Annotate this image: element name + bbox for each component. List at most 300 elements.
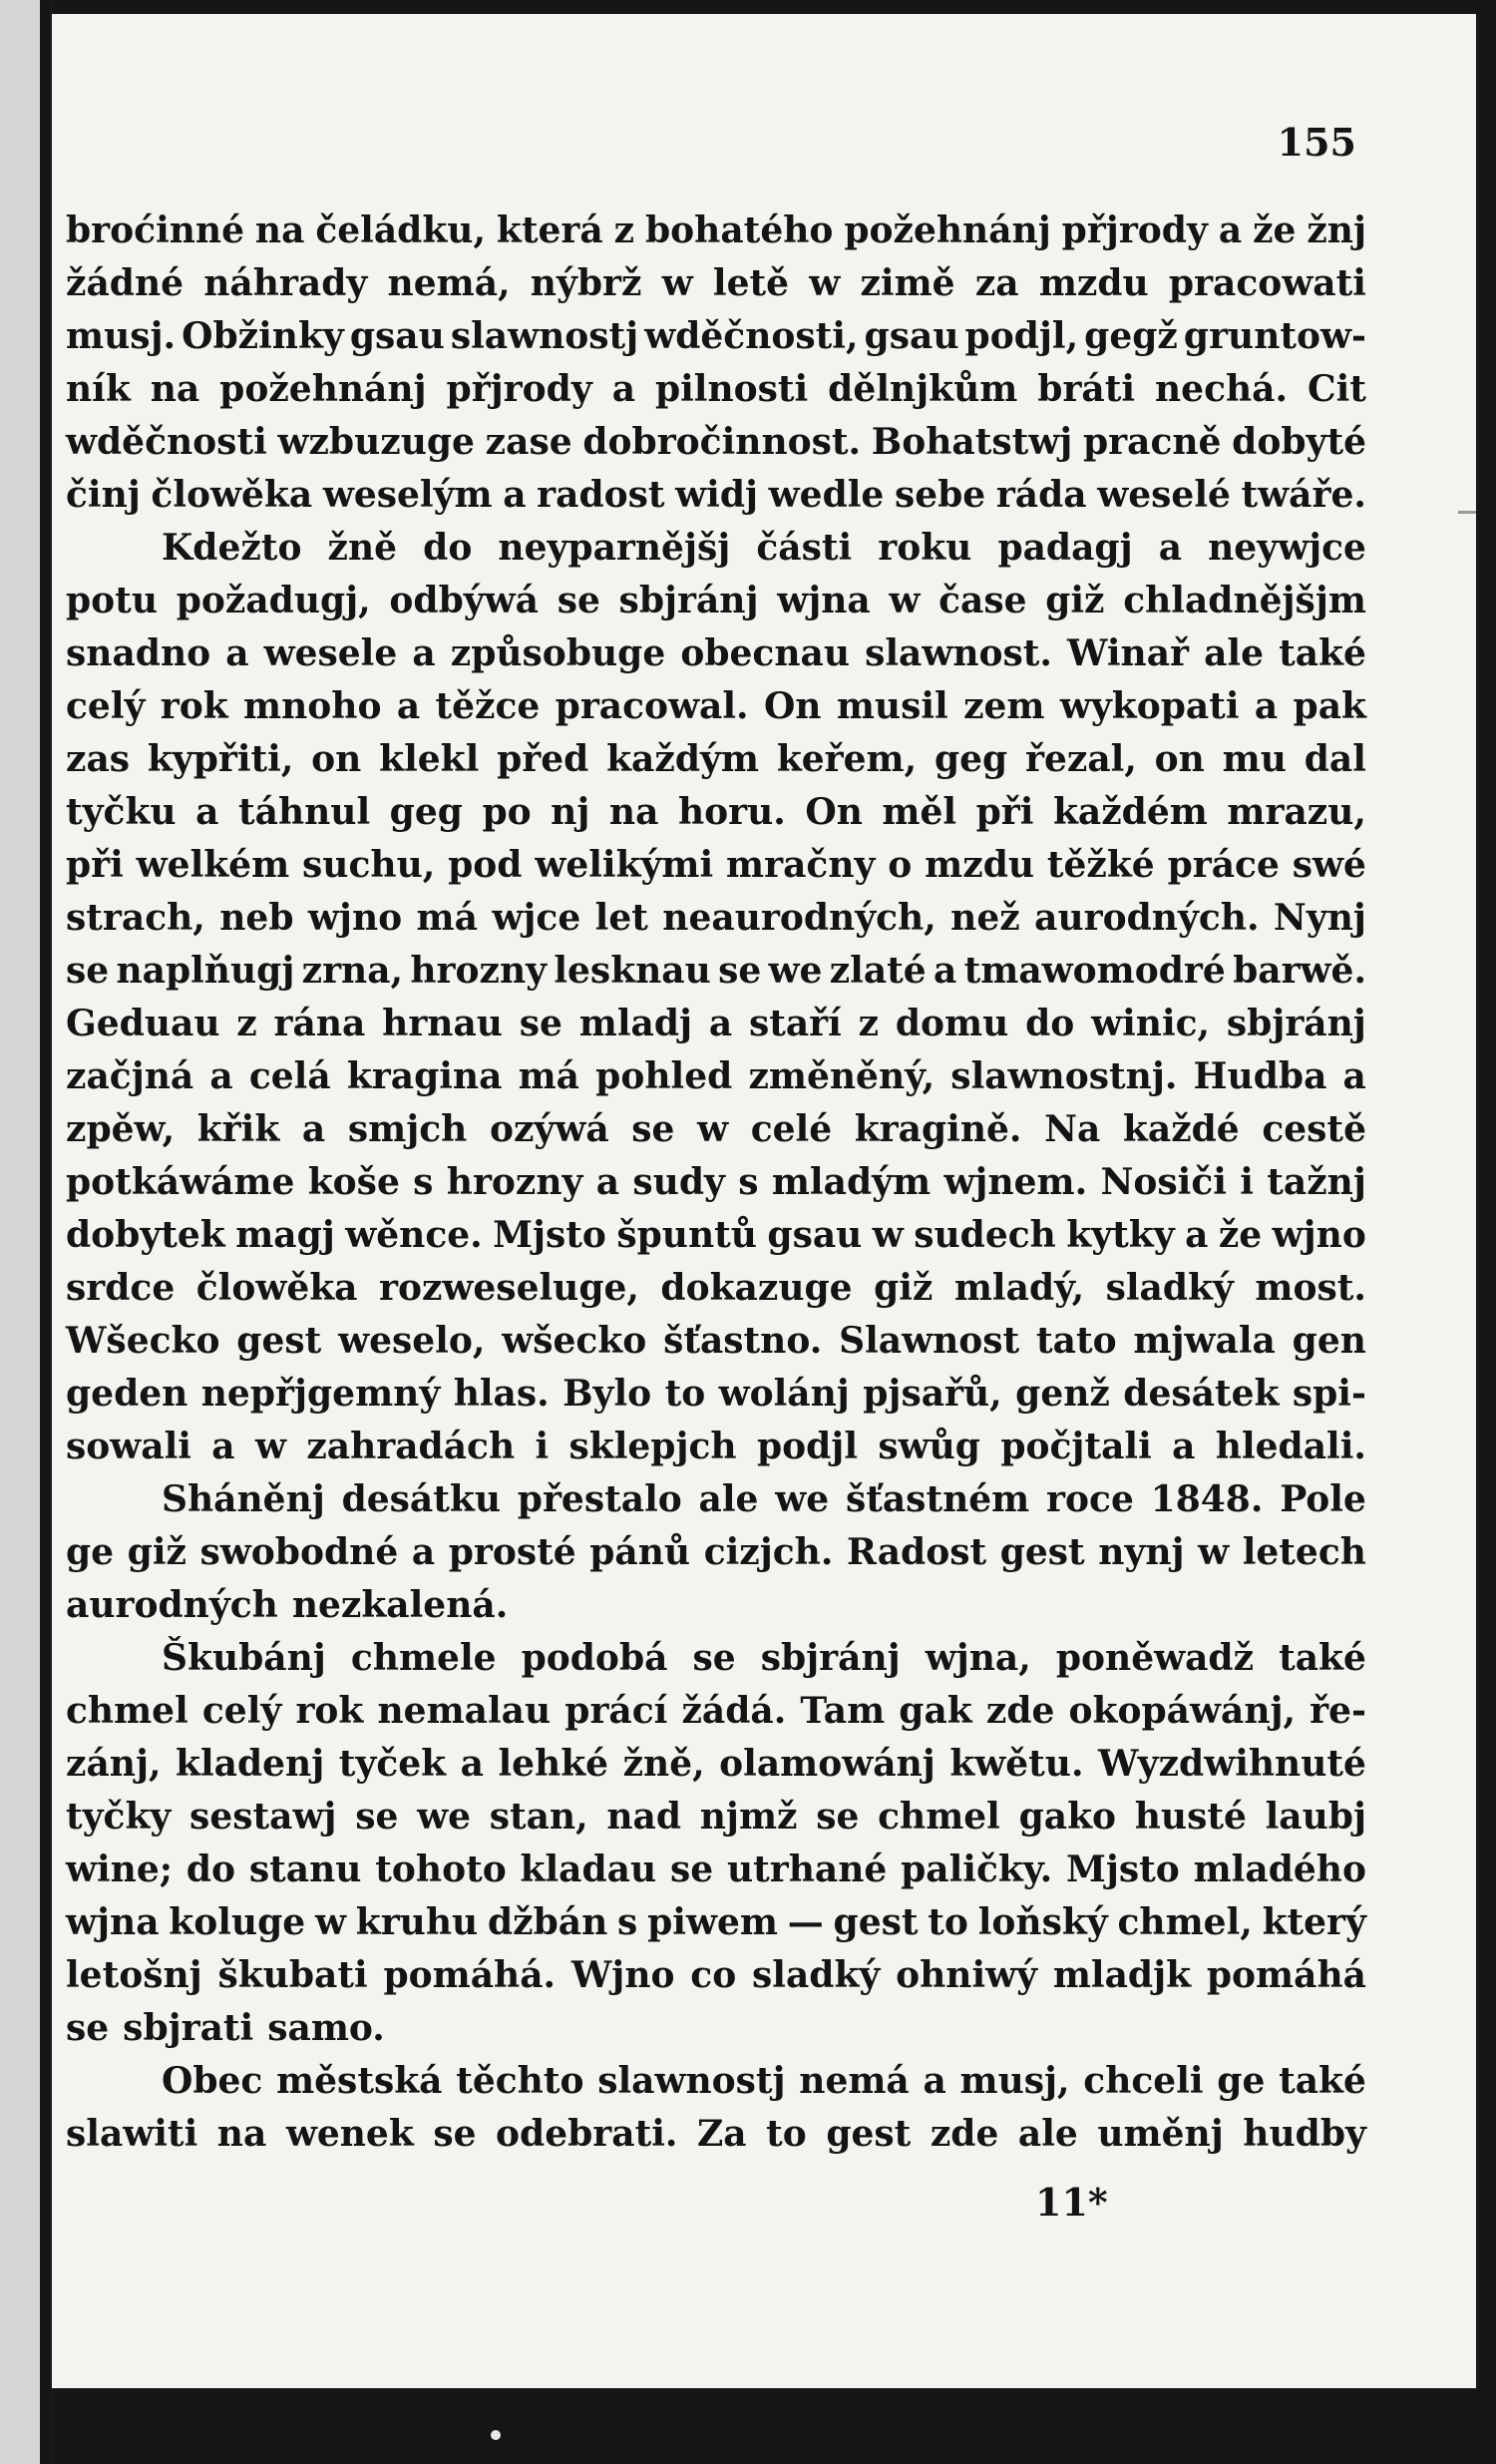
word: we	[417, 1796, 471, 1838]
word: suchu,	[302, 844, 436, 886]
word: hledali.	[1215, 1426, 1366, 1467]
text-line	[66, 733, 1366, 786]
word: žně	[327, 527, 398, 569]
text-line	[66, 1632, 1366, 1685]
word: potkáwáme	[66, 1161, 295, 1203]
word: twáře.	[1241, 474, 1366, 516]
word: wzbuzuge	[277, 421, 475, 463]
word: má	[416, 897, 478, 939]
word: celé	[750, 1108, 833, 1150]
word: Nosiči	[1100, 1161, 1227, 1203]
text-line	[66, 1368, 1366, 1421]
word: odbýwá	[389, 580, 539, 621]
word: počjtali	[1000, 1426, 1152, 1467]
word: we	[775, 1478, 830, 1520]
word: dobyté	[1232, 421, 1366, 463]
signature-mark: 11*	[1035, 2180, 1108, 2225]
word: požadugj,	[176, 580, 371, 621]
word: hrozny	[446, 1161, 583, 1203]
word: Kdežto	[162, 527, 302, 569]
word: letě	[712, 262, 790, 304]
word: bráti	[1037, 368, 1136, 410]
word: stan,	[489, 1796, 588, 1838]
word: z	[613, 209, 635, 251]
word: sowali	[66, 1426, 191, 1467]
word: dobytek	[66, 1214, 225, 1256]
word: ráda	[995, 474, 1087, 516]
word: cestě	[1262, 1108, 1366, 1150]
word: mu	[1222, 738, 1287, 780]
word: wděčnosti,	[644, 315, 859, 357]
word: on	[1154, 738, 1205, 780]
word: chladnějšjm	[1123, 580, 1366, 621]
text-line	[66, 205, 1366, 257]
word: swobodné	[199, 1531, 399, 1573]
word: prácí	[564, 1690, 668, 1732]
word: stanu	[248, 1848, 362, 1890]
word: požehnánj	[844, 209, 1051, 251]
word: mladým	[771, 1161, 932, 1203]
word: sbjránj	[618, 580, 759, 621]
word: nechá.	[1155, 368, 1289, 410]
word: se	[66, 950, 110, 992]
word: pilnosti	[654, 368, 809, 410]
text-line	[66, 1050, 1366, 1103]
word: wenek	[285, 2113, 414, 2155]
word: mzdu	[925, 844, 1035, 886]
word: ozýwá	[489, 1108, 609, 1150]
text-line	[66, 1896, 1366, 1949]
word: roce	[1046, 1478, 1134, 1520]
word: a	[412, 632, 436, 674]
word: most.	[1255, 1267, 1366, 1309]
word: geden	[66, 1373, 188, 1415]
word: tyčku	[66, 791, 177, 833]
word: ohniwý	[896, 1954, 1038, 1996]
word: také	[1279, 2060, 1366, 2102]
word: chmele	[350, 1637, 497, 1679]
body-text	[66, 205, 1366, 2161]
word: —	[787, 1901, 824, 1943]
word: se	[692, 1637, 736, 1679]
word: přjrody	[1061, 209, 1208, 251]
word: chmel	[66, 1690, 188, 1732]
word: barwě.	[1233, 950, 1366, 992]
word: zde	[985, 1690, 1055, 1732]
word: hrozny	[410, 950, 548, 992]
word: a	[460, 1743, 484, 1785]
word: ře-	[1309, 1690, 1366, 1732]
word: horu.	[677, 791, 786, 833]
word: Sháněnj	[162, 1478, 325, 1520]
text-line	[66, 1738, 1366, 1791]
word: ge	[66, 1531, 115, 1573]
text-line	[66, 2055, 1366, 2108]
text-line	[66, 1473, 1366, 1526]
word: kypřiti,	[147, 738, 294, 780]
word: přestalo	[517, 1478, 682, 1520]
word: gest	[826, 2113, 912, 2155]
word: požehnánj	[219, 368, 427, 410]
word: strach,	[66, 897, 205, 939]
word: před	[497, 738, 589, 780]
word: žádá.	[681, 1690, 787, 1732]
word: gegž	[1084, 315, 1178, 357]
word: slawnostnj.	[950, 1055, 1178, 1097]
word: lesknau	[554, 950, 711, 992]
word: se	[433, 2113, 477, 2155]
word: aurodných.	[1034, 897, 1260, 939]
word: podjl	[756, 1426, 859, 1467]
word: Wjno	[570, 1954, 675, 1996]
word: kwětu.	[949, 1743, 1084, 1785]
word: mjwala	[1133, 1320, 1276, 1362]
word: žně,	[622, 1743, 705, 1785]
word: a	[411, 1531, 436, 1573]
word: tyček	[338, 1743, 447, 1785]
word: magj	[235, 1214, 335, 1256]
word: nad	[606, 1796, 682, 1838]
word: Cit	[1307, 368, 1366, 410]
word: do	[186, 1848, 236, 1890]
word: rok	[295, 1690, 364, 1732]
word: části	[756, 527, 853, 569]
word: On	[805, 791, 863, 833]
word: rok	[160, 685, 228, 727]
text-line	[66, 1421, 1366, 1473]
word: způsobuge	[450, 632, 666, 674]
word: pohled	[595, 1055, 733, 1097]
word: a	[211, 1426, 235, 1467]
word: w	[661, 262, 693, 304]
word: let	[594, 897, 648, 939]
word: gsau	[864, 315, 959, 357]
word: gen	[1292, 1320, 1366, 1362]
word: w	[314, 1901, 346, 1943]
text-line	[66, 627, 1366, 680]
word: weselo,	[338, 1320, 486, 1362]
word: klekl	[379, 738, 480, 780]
text-line	[66, 1156, 1366, 1209]
word: geg	[389, 791, 463, 833]
word: broćinné	[66, 209, 244, 251]
word: zase	[485, 421, 572, 463]
text-line	[66, 680, 1366, 733]
word: cizjch.	[703, 1531, 834, 1573]
word: weselé	[1097, 474, 1231, 516]
word: gsau	[767, 1214, 863, 1256]
word: prosté	[448, 1531, 576, 1573]
word: Pole	[1280, 1478, 1366, 1520]
word: a	[595, 1161, 620, 1203]
word: neb	[219, 897, 294, 939]
word: se	[816, 1796, 860, 1838]
word: začjná	[66, 1055, 194, 1097]
word: desátku	[341, 1478, 501, 1520]
word: se	[355, 1796, 399, 1838]
word: slawnostj	[597, 2060, 786, 2102]
word: nynj	[1098, 1531, 1185, 1573]
word: čase	[938, 580, 1027, 621]
word: on	[311, 738, 362, 780]
word: z	[858, 1003, 880, 1044]
word: lehké	[498, 1743, 609, 1785]
word: w	[809, 262, 841, 304]
word: zahradách	[306, 1426, 516, 1467]
word: gest	[236, 1320, 322, 1362]
word: wykopati	[1059, 685, 1240, 727]
word: ník	[66, 368, 131, 410]
word: a	[1185, 1214, 1209, 1256]
word: uměnj	[1097, 2113, 1224, 2155]
word: wjna	[66, 1901, 160, 1943]
word: domu	[895, 1003, 1009, 1044]
word: dokazuge	[660, 1267, 853, 1309]
word: Geduau	[66, 1003, 220, 1044]
word: celý	[66, 685, 146, 727]
word: koluge	[169, 1901, 306, 1943]
margin-mark	[1458, 511, 1476, 514]
word: ale	[1017, 2113, 1078, 2155]
word: smjch	[347, 1108, 468, 1150]
word: přjrody	[446, 368, 592, 410]
word: nemá	[799, 2060, 910, 2102]
word: pjsařů,	[863, 1373, 1002, 1415]
word: každé	[1122, 1108, 1240, 1150]
word: sladký	[1105, 1267, 1234, 1309]
word: mladý,	[953, 1267, 1085, 1309]
word: celá	[248, 1055, 331, 1097]
word: neywjce	[1208, 527, 1366, 569]
word: mnoho	[243, 685, 382, 727]
text-line	[66, 1103, 1366, 1156]
word: staří	[748, 1003, 842, 1044]
word: mzdu	[1038, 262, 1149, 304]
word: dobročinnost.	[582, 421, 862, 463]
word: chceli	[1083, 2060, 1204, 2102]
word: obecnau	[680, 632, 851, 674]
word: wjno	[1272, 1214, 1366, 1256]
word: s	[738, 1161, 759, 1203]
word: desátek	[1123, 1373, 1280, 1415]
word: paličky.	[901, 1848, 1053, 1890]
text-line	[66, 1685, 1366, 1738]
word: On	[763, 685, 822, 727]
word: co	[690, 1954, 737, 1996]
word: olamowánj	[719, 1743, 935, 1785]
word: chmel,	[1117, 1901, 1253, 1943]
word: z	[236, 1003, 257, 1044]
word: potu	[66, 580, 158, 621]
word: a	[1218, 209, 1243, 251]
word: pracowal.	[555, 685, 749, 727]
word: slawnostj	[450, 315, 639, 357]
word: rána	[273, 1003, 366, 1044]
word: se	[66, 2007, 110, 2049]
word: hudby	[1243, 2113, 1366, 2155]
word: w	[254, 1426, 286, 1467]
text-line	[66, 1791, 1366, 1844]
text-line	[66, 1526, 1366, 1579]
word: pomáhá	[1206, 1954, 1366, 1996]
word: také	[1279, 1637, 1366, 1679]
word: pomáhá.	[383, 1954, 557, 1996]
word: wjna,	[925, 1637, 1031, 1679]
text-line	[66, 786, 1366, 839]
word: neyparnějšj	[498, 527, 731, 569]
word: změněný,	[748, 1055, 935, 1097]
word: piwem	[647, 1901, 778, 1943]
text-line	[66, 363, 1366, 416]
word: musj,	[959, 2060, 1070, 2102]
word: s	[413, 1161, 434, 1203]
word: gako	[1018, 1796, 1117, 1838]
word: swůg	[878, 1426, 980, 1467]
word: Bylo	[562, 1373, 652, 1415]
word: činj	[66, 474, 141, 516]
word: Za	[696, 2113, 747, 2155]
word: člowěka	[195, 1267, 358, 1309]
word: než	[950, 897, 1020, 939]
word: šťastném	[845, 1478, 1030, 1520]
word: a	[1158, 527, 1183, 569]
word: a	[708, 1003, 733, 1044]
word: pracowati	[1168, 262, 1366, 304]
word: o	[888, 844, 913, 886]
word: Wšecko	[66, 1320, 220, 1362]
word: wěnce.	[345, 1214, 483, 1256]
word: na	[608, 791, 659, 833]
word: Winař	[1067, 632, 1189, 674]
word: těžce	[435, 685, 541, 727]
word: také	[1279, 632, 1366, 674]
word: tato	[1035, 1320, 1117, 1362]
word: Hudba	[1193, 1055, 1327, 1097]
word: mračny	[726, 844, 876, 886]
word: tažnj	[1267, 1161, 1366, 1203]
word: Obžinky	[182, 315, 344, 357]
word: že	[1218, 1214, 1263, 1256]
word: wine;	[66, 1848, 174, 1890]
word: giž	[1045, 580, 1105, 621]
word: slawiti	[66, 2113, 198, 2155]
word: zde	[930, 2113, 999, 2155]
word: nezkalená.	[291, 1584, 509, 1626]
word: ale	[1204, 632, 1264, 674]
word: se	[557, 580, 600, 621]
word: těžké	[1046, 844, 1155, 886]
word: Mjsto	[493, 1214, 606, 1256]
word: že	[1253, 209, 1297, 251]
word: tyčky	[66, 1796, 172, 1838]
word: špuntů	[616, 1214, 757, 1256]
word: husté	[1134, 1796, 1247, 1838]
word: sudech	[914, 1214, 1056, 1256]
word: wšecko	[502, 1320, 647, 1362]
word: gsau	[349, 315, 445, 357]
text-line	[66, 2108, 1366, 2161]
text-line	[66, 1949, 1366, 2002]
word: Wyzdwihnuté	[1098, 1743, 1366, 1785]
text-line	[66, 310, 1366, 363]
word: i	[1240, 1161, 1254, 1203]
word: a	[396, 685, 421, 727]
word: a	[923, 2060, 946, 2102]
word: křik	[196, 1108, 280, 1150]
word: letech	[1242, 1531, 1366, 1573]
word: má	[518, 1055, 580, 1097]
word: tohoto	[375, 1848, 507, 1890]
word: celý	[201, 1690, 282, 1732]
word: na	[150, 368, 200, 410]
word: slawnost.	[865, 632, 1052, 674]
word: sklepjch	[568, 1426, 737, 1467]
text-line	[66, 257, 1366, 310]
word: geg	[934, 738, 1008, 780]
word: nemalau	[377, 1690, 552, 1732]
text-line	[66, 998, 1366, 1050]
word: a	[301, 1108, 326, 1150]
word: to	[766, 2113, 807, 2155]
word: nýbrž	[530, 262, 642, 304]
word: wděčnosti	[66, 421, 267, 463]
text-line	[66, 416, 1366, 469]
word: práce	[1167, 844, 1280, 886]
word: s	[617, 1901, 638, 1943]
word: sladký	[752, 1954, 881, 1996]
word: giž	[874, 1267, 934, 1309]
word: snadno	[66, 632, 211, 674]
word: radost	[537, 474, 665, 516]
word: na	[216, 2113, 267, 2155]
word: do	[1025, 1003, 1075, 1044]
text-line	[66, 575, 1366, 627]
word: a	[225, 632, 249, 674]
word: wjna	[777, 580, 871, 621]
word: wedle	[768, 474, 885, 516]
word: winic,	[1091, 1003, 1211, 1044]
word: Tam	[800, 1690, 886, 1732]
word: wjno	[307, 897, 403, 939]
word: w	[1198, 1531, 1230, 1573]
word: se	[718, 950, 762, 992]
word: mladého	[1193, 1848, 1366, 1890]
word: se	[669, 1848, 714, 1890]
word: do	[423, 527, 473, 569]
word: a	[195, 791, 219, 833]
word: a	[503, 474, 527, 516]
word: welkém	[136, 844, 290, 886]
word: Obec	[162, 2060, 263, 2102]
word: w	[872, 1214, 904, 1256]
word: náhrady	[203, 262, 368, 304]
word: žnj	[1307, 209, 1366, 251]
word: to	[664, 1373, 706, 1415]
word: samo.	[267, 2007, 385, 2049]
word: sestawj	[189, 1796, 337, 1838]
word: zem	[963, 685, 1045, 727]
word: poněwadž	[1055, 1637, 1255, 1679]
word: odebrati.	[496, 2113, 678, 2155]
word: podobá	[521, 1637, 668, 1679]
word: člowěka	[151, 474, 313, 516]
word: sebe	[894, 474, 986, 516]
word: zas	[66, 738, 131, 780]
word: ge	[1217, 2060, 1266, 2102]
word: njmž	[699, 1796, 798, 1838]
text-line	[66, 2002, 1366, 2055]
word: musil	[836, 685, 948, 727]
